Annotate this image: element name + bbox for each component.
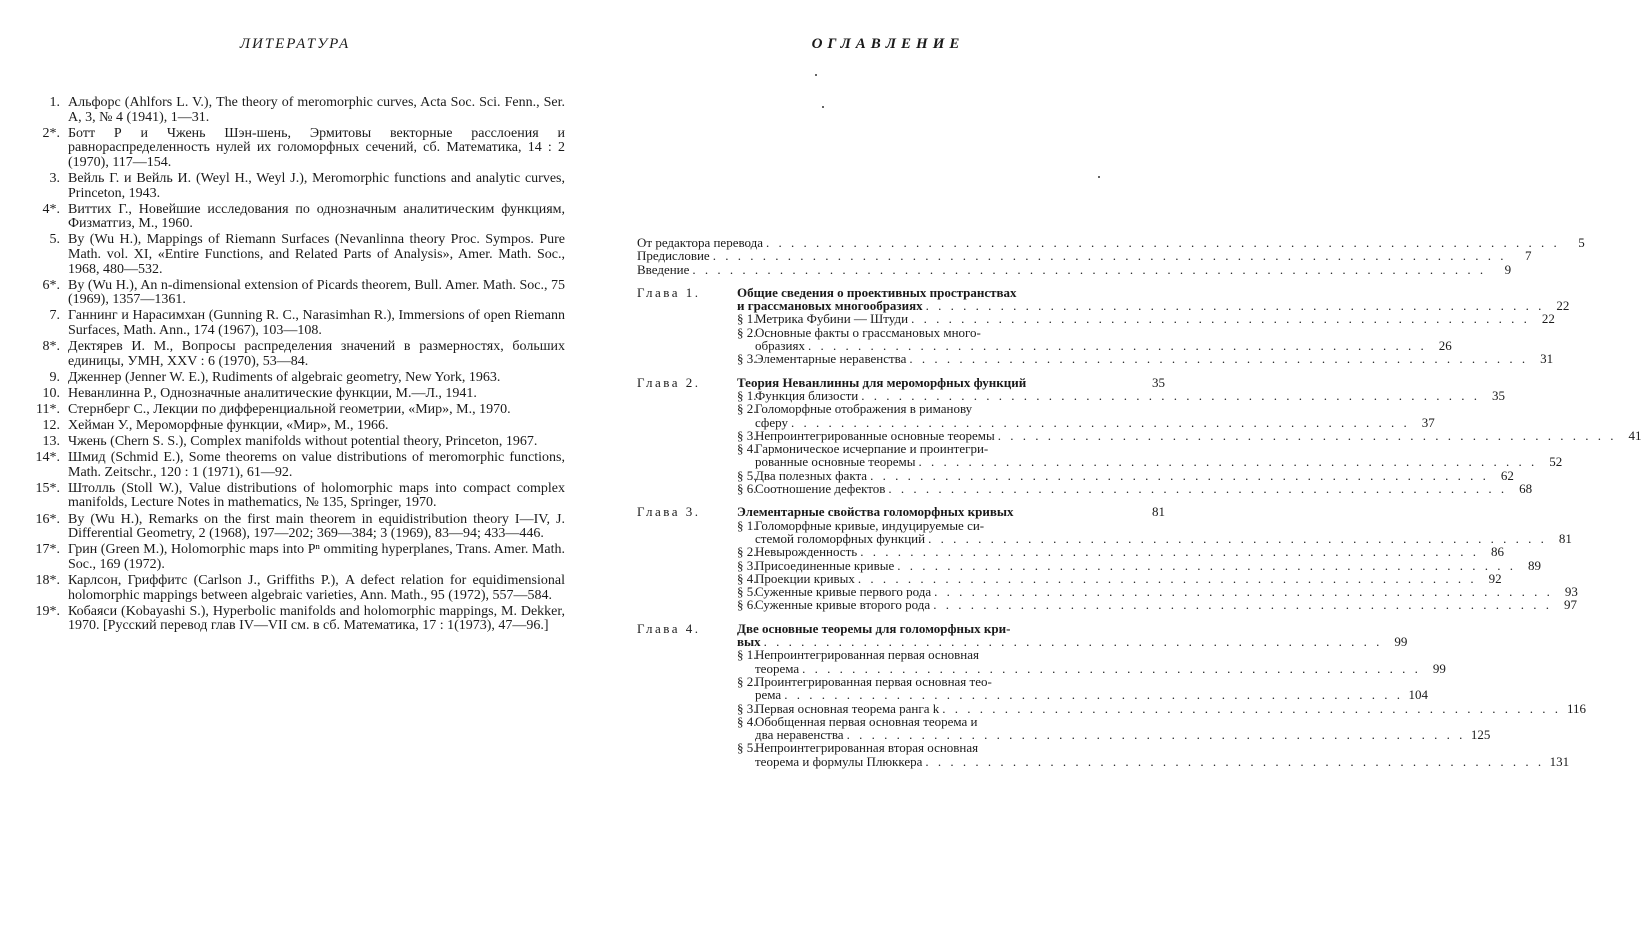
section-title: Обобщенная первая основная теорема и xyxy=(755,713,978,729)
toc-section xyxy=(637,544,1504,560)
bibliography-list xyxy=(30,96,565,635)
toc-page-number: 131 xyxy=(1549,753,1570,769)
section-title: Непроинтегрированные основные теоремы xyxy=(755,427,995,443)
leader-dots xyxy=(791,416,1410,429)
bibliography-entry xyxy=(30,96,565,125)
section-title: Первая основная теорема ранга k xyxy=(755,700,940,716)
toc-page-number: 62 xyxy=(1500,467,1514,483)
section-entry xyxy=(737,597,1577,613)
toc-item-label: От редактора перевода xyxy=(637,235,764,250)
section-entry xyxy=(737,700,1586,716)
bibliography-entry xyxy=(30,203,565,232)
toc-section xyxy=(637,597,1577,613)
toc-page-number: 22 xyxy=(1556,298,1570,314)
chapter-number: Глава 1. xyxy=(637,284,701,300)
section-number: § 1. xyxy=(737,387,757,403)
section-number: § 1. xyxy=(737,311,757,327)
entry-number: 6*. xyxy=(42,277,60,293)
toc-page-number: 22 xyxy=(1541,311,1555,327)
section-line xyxy=(755,467,1514,483)
toc-page-number: 37 xyxy=(1421,414,1435,430)
section-title: Непроинтегрированная первая основная xyxy=(755,647,980,663)
section-title: сферу xyxy=(755,414,788,430)
section-title: Суженные кривые первого рода xyxy=(755,584,932,600)
entry-text: Дженнер (Jenner W. E.), Rudiments of algebraic geometry, New York, 1963. xyxy=(68,369,501,385)
chapter-title-line: Две основные теоремы для голоморфных кри- xyxy=(737,620,1011,636)
toc-section xyxy=(637,401,1435,430)
leader-dots xyxy=(925,755,1544,768)
entry-number: 3. xyxy=(49,170,60,186)
toc-page-number: 31 xyxy=(1540,351,1554,367)
entry-text: By (Wu H.), Mappings of Riemann Surfaces (Nevanlinna theory Proc. Sympos. Pure Math. vol. XI, «Entire Functions, and Related Parts of Analysis», Amer. Math. Soc., 1968, 480—532. xyxy=(68,232,565,277)
section-line xyxy=(755,338,1452,354)
entry-number: 12. xyxy=(42,417,60,433)
toc-section xyxy=(637,441,1563,470)
chapter-title xyxy=(737,376,1165,389)
section-entry xyxy=(737,713,1491,743)
chapter-title-text: и грассмановых многообразиях xyxy=(737,298,923,314)
leader-dots xyxy=(926,299,1545,312)
section-line xyxy=(755,597,1577,613)
toc-front-item xyxy=(637,248,1532,264)
section-number: § 4. xyxy=(737,570,757,586)
entry-text: Ганнинг и Нарасимхан (Gunning R. C., Narasimhan R.), Immersions of open Riemann Surfaces, Math. Ann., 174 (1967), 103—108. xyxy=(68,308,565,338)
entry-number: 16*. xyxy=(35,511,60,527)
print-speck xyxy=(822,106,824,108)
section-entry xyxy=(737,584,1578,600)
section-number: § 4. xyxy=(737,441,757,457)
entry-number: 11*. xyxy=(36,401,60,417)
bibliography-entry xyxy=(30,513,565,542)
chapter-title xyxy=(737,284,1570,314)
toc-front-item xyxy=(637,235,1585,250)
section-title: Проекции кривых xyxy=(755,570,855,586)
bibliography-entry xyxy=(30,543,565,572)
entry-number: 10. xyxy=(42,385,60,401)
entry-text: Штолль (Stoll W.), Value distributions of holomorphic maps into compact complex manifolds, Lecture Notes in mathematics, № 135, Springer, 1970. xyxy=(68,480,565,511)
entry-text: Кобаяси (Kobayashi S.), Hyperbolic manifolds and holomorphic mappings, M. Dekker, 1970. [Русский перевод глав IV—VII см. в сб. Математика, 17 : 1(1973), 47—96.] xyxy=(68,603,565,634)
entry-text: Альфорс (Ahlfors L. V.), The theory of meromorphic curves, Acta Soc. Sci. Fenn., Ser. A, 3, № 4 (1941), 1—31. xyxy=(68,95,565,125)
section-number: § 1. xyxy=(737,647,757,663)
entry-number: 13. xyxy=(42,434,60,450)
entry-number: 1. xyxy=(49,95,60,110)
chapter-heading xyxy=(637,376,1165,389)
section-title: Голоморфные отображения в риманову xyxy=(755,401,973,417)
section-title: Присоединенные кривые xyxy=(755,557,895,573)
leader-dots xyxy=(942,702,1561,715)
section-title: Основные факты о грассмановых много- xyxy=(755,324,981,340)
toc-page-number: 81 xyxy=(1558,530,1572,546)
bibliography-entry xyxy=(30,605,565,634)
entry-number: 8*. xyxy=(42,339,60,354)
print-speck xyxy=(815,74,817,76)
toc-section xyxy=(637,351,1554,367)
toc-page-number: 35 xyxy=(1491,387,1505,403)
toc-page-number: 92 xyxy=(1488,570,1502,586)
leader-dots xyxy=(928,532,1547,545)
toc-section xyxy=(637,517,1572,546)
section-line xyxy=(755,427,1642,443)
chapter-title xyxy=(737,505,1165,518)
toc-page-number: 99 xyxy=(1394,634,1408,650)
bibliography-entry xyxy=(30,309,565,338)
section-title: рема xyxy=(755,687,782,703)
section-line xyxy=(755,557,1542,573)
section-title: образиях xyxy=(755,338,805,354)
section-title: Два полезных факта xyxy=(755,467,868,483)
chapter-title xyxy=(737,622,1407,649)
section-line xyxy=(755,584,1578,600)
bibliography-entry xyxy=(30,403,565,418)
chapter-title-text: Теория Неванлинны для мероморфных функций xyxy=(737,374,1027,390)
leader-dots xyxy=(766,236,1560,249)
section-title: Невырожденность xyxy=(755,544,858,560)
toc-section xyxy=(637,740,1570,769)
section-title: теорема xyxy=(755,660,800,676)
entry-number: 9. xyxy=(49,369,60,385)
section-number: § 5. xyxy=(737,740,757,756)
leader-dots xyxy=(802,662,1421,675)
section-number: § 6. xyxy=(737,597,757,613)
toc-page-number: 86 xyxy=(1490,544,1504,560)
leader-dots xyxy=(911,312,1530,325)
print-speck xyxy=(1098,176,1100,178)
entry-number: 15*. xyxy=(35,480,60,496)
entry-number: 14*. xyxy=(35,450,60,466)
section-number: § 2. xyxy=(737,544,757,560)
section-number: § 6. xyxy=(737,481,757,497)
toc-section xyxy=(637,584,1578,600)
section-number: § 3. xyxy=(737,427,757,443)
section-number: § 3. xyxy=(737,557,757,573)
entry-text: Вейль Г. и Вейль И. (Weyl H., Weyl J.), Meromorphic functions and analytic curves, Princeton, 1943. xyxy=(68,170,565,201)
bibliography-entry xyxy=(30,371,565,386)
toc-section xyxy=(637,700,1586,716)
entry-text: Карлсон, Гриффитс (Carlson J., Griffiths P.), A defect relation for equidimensional holomorphic mappings between algebraic varieties, Ann. Math., 95 (1972), 557—584. xyxy=(68,572,565,603)
section-entry xyxy=(737,647,1446,676)
leader-dots xyxy=(888,482,1507,495)
bibliography-entry xyxy=(30,127,565,171)
section-line xyxy=(755,414,1435,430)
section-title: Голоморфные кривые, индуцируемые си- xyxy=(755,517,985,533)
leader-dots xyxy=(998,429,1617,442)
entry-number: 4*. xyxy=(42,201,60,217)
chapter-title-line xyxy=(737,635,1407,648)
toc-page-number: 97 xyxy=(1563,597,1577,613)
section-title: два неравенства xyxy=(755,727,844,743)
toc-chapter xyxy=(637,284,1570,367)
bibliography-entry xyxy=(30,387,565,402)
section-entry xyxy=(737,673,1428,703)
toc-item-label: Предисловие xyxy=(637,248,710,264)
leader-dots xyxy=(713,249,1507,262)
toc-section xyxy=(637,647,1446,676)
toc-chapter xyxy=(637,620,1586,769)
chapter-title-line xyxy=(737,298,1570,314)
entry-number: 7. xyxy=(49,308,60,324)
leader-dots xyxy=(764,635,1383,648)
leader-dots xyxy=(897,559,1516,572)
chapter-heading xyxy=(637,284,1570,314)
section-entry xyxy=(737,481,1533,497)
bibliography-entry xyxy=(30,482,565,511)
toc-section xyxy=(637,673,1428,703)
section-number: § 5. xyxy=(737,584,757,600)
section-number: § 4. xyxy=(737,713,757,729)
leader-dots xyxy=(934,585,1553,598)
section-entry xyxy=(737,740,1570,769)
toc-section xyxy=(637,557,1542,573)
entry-text: Виттих Г., Новейшие исследования по однозначным аналитическим функциям, Физматгиз, М., 1960. xyxy=(68,201,565,232)
leader-dots xyxy=(808,339,1427,352)
section-line xyxy=(755,387,1505,403)
toc-page-number: 7 xyxy=(1524,248,1532,264)
entry-text: Хейман У., Мероморфные функции, «Мир», М., 1966. xyxy=(68,417,389,433)
toc-section xyxy=(637,467,1514,483)
section-entry xyxy=(737,427,1642,443)
bibliography-entry xyxy=(30,574,565,603)
entry-number: 5. xyxy=(49,232,60,248)
toc-page-number: 104 xyxy=(1408,687,1428,703)
section-number: § 3. xyxy=(737,700,757,716)
section-number: § 1. xyxy=(737,517,757,533)
bibliography-entry xyxy=(30,279,565,308)
chapter-number: Глава 2. xyxy=(637,374,701,390)
section-title: Непроинтегрированная вторая основная xyxy=(755,740,979,756)
chapter-heading xyxy=(637,505,1165,518)
entry-text: Шмид (Schmid E.), Some theorems on value distributions of meromorphic functions, Math. Zeitschr., 120 : 1 (1971), 61—92. xyxy=(68,450,565,480)
chapter-title-text: Элементарные свойства голоморфных кривых xyxy=(737,504,1014,520)
leader-dots xyxy=(692,263,1486,276)
entry-text: By (Wu H.), An n-dimensional extension of Picards theorem, Bull. Amer. Math. Soc., 75 (1969), 1357—1361. xyxy=(68,277,565,308)
toc-page-number: 68 xyxy=(1519,481,1533,497)
toc-page-number: 116 xyxy=(1566,700,1586,716)
toc-page-number: 35 xyxy=(1152,374,1165,390)
section-line xyxy=(755,544,1504,560)
section-entry xyxy=(737,311,1555,327)
leader-dots xyxy=(933,598,1552,611)
toc-front-item xyxy=(637,261,1512,277)
leader-dots xyxy=(909,352,1528,365)
section-title: Функция близости xyxy=(755,387,859,403)
section-title: Метрика Фубини — Штуди xyxy=(755,311,909,327)
toc-section xyxy=(637,570,1502,586)
toc-item-label: Введение xyxy=(637,261,690,277)
chapter-title-line xyxy=(737,376,1165,389)
section-number: § 2. xyxy=(737,673,757,689)
section-line xyxy=(755,530,1572,546)
section-title: Проинтегрированная первая основная тео- xyxy=(755,673,992,689)
leader-dots xyxy=(919,455,1538,468)
entry-text: Неванлинна Р., Однозначные аналитические функции, М.—Л., 1941. xyxy=(68,385,477,401)
bibliography-entry xyxy=(30,172,565,201)
section-entry xyxy=(737,544,1504,560)
section-number: § 3. xyxy=(737,351,757,367)
section-title: Суженные кривые второго рода xyxy=(755,597,931,613)
bibliography-entry xyxy=(30,451,565,480)
section-entry xyxy=(737,324,1452,354)
entry-text: Грин (Green M.), Holomorphic maps into Pⁿ ommiting hyperplanes, Trans. Amer. Math. Soc., 169 (1972). xyxy=(68,542,565,572)
chapter-title-line: Общие сведения о проективных пространствах xyxy=(737,284,1017,300)
section-entry xyxy=(737,570,1502,586)
bibliography-entry xyxy=(30,419,565,434)
bibliography-heading: ЛИТЕРАТУРА xyxy=(239,36,351,52)
chapter-heading xyxy=(637,620,1408,650)
entry-text: Ботт Р и Чжень Шэн-шень, Эрмитовы векторные расслоения и равнораспределенность нулей их голоморфных сечений, сб. Математика, 14 : 2 (1970), 117—154. xyxy=(68,125,565,170)
section-number: § 2. xyxy=(737,401,757,417)
section-title: Гармоническое исчерпание и проинтегри- xyxy=(755,441,989,457)
section-line xyxy=(755,351,1554,367)
bibliography-entry xyxy=(30,233,565,277)
section-entry xyxy=(737,387,1505,403)
toc-page-number: 26 xyxy=(1438,338,1452,354)
section-line xyxy=(755,753,1570,769)
section-entry xyxy=(737,441,1563,470)
toc-section xyxy=(637,713,1491,743)
left-page xyxy=(0,0,600,930)
section-line xyxy=(755,727,1491,743)
toc-page-number: 99 xyxy=(1432,660,1446,676)
entry-number: 17*. xyxy=(35,542,60,558)
section-title: стемой голоморфных функций xyxy=(755,530,926,546)
entry-number: 2*. xyxy=(42,125,60,141)
toc-section xyxy=(637,481,1533,497)
section-title: Соотношение дефектов xyxy=(755,481,886,497)
entry-number: 19*. xyxy=(35,603,60,619)
section-line xyxy=(755,570,1502,586)
toc-section xyxy=(637,324,1452,354)
section-line xyxy=(755,311,1555,327)
toc-page-number: 5 xyxy=(1578,235,1585,250)
toc-page-number: 89 xyxy=(1528,557,1542,573)
leader-dots xyxy=(860,545,1479,558)
chapter-title-text: вых xyxy=(737,634,761,650)
section-title: Элементарные неравенства xyxy=(755,351,907,367)
entry-text: Стернберг С., Лекции по дифференциальной геометрии, «Мир», М., 1970. xyxy=(68,401,511,417)
section-entry xyxy=(737,467,1514,483)
chapter-title-line xyxy=(737,505,1165,518)
right-page xyxy=(600,0,1642,930)
toc-page-number: 9 xyxy=(1504,261,1512,277)
leader-dots xyxy=(858,572,1477,585)
section-title: рованные основные теоремы xyxy=(755,454,916,470)
toc-page-number: 125 xyxy=(1470,727,1491,743)
leader-dots xyxy=(847,728,1466,741)
section-line xyxy=(755,481,1533,497)
entry-number: 18*. xyxy=(35,572,60,588)
chapter-number: Глава 3. xyxy=(637,504,701,520)
contents-heading: ОГЛАВЛЕНИЕ xyxy=(811,36,965,52)
entry-text: Дектярев И. М., Вопросы распределения значений в размерностях, больших единицы, УМН, XXV : 6 (1970), 53—84. xyxy=(68,339,565,369)
toc-section xyxy=(637,427,1642,443)
section-title: теорема и формулы Плюккера xyxy=(755,753,923,769)
section-entry xyxy=(737,557,1542,573)
section-line xyxy=(755,454,1563,470)
section-number: § 2. xyxy=(737,324,757,340)
bibliography-entry xyxy=(30,340,565,369)
section-entry xyxy=(737,517,1572,546)
entry-text: Чжень (Chern S. S.), Complex manifolds without potential theory, Princeton, 1967. xyxy=(68,434,538,450)
leader-dots xyxy=(870,469,1489,482)
leader-dots xyxy=(784,688,1403,701)
bibliography-entry xyxy=(30,435,565,450)
section-line xyxy=(755,700,1586,716)
toc-page-number: 93 xyxy=(1564,584,1578,600)
toc-page-number: 52 xyxy=(1549,454,1563,470)
leader-dots xyxy=(861,389,1480,402)
toc-section xyxy=(637,311,1555,327)
toc-chapter xyxy=(637,374,1642,497)
toc-section xyxy=(637,387,1505,403)
entry-text: By (Wu H.), Remarks on the first main theorem in equidistribution theory I—IV, J. Differential Geometry, 2 (1968), 197—202; 369—384; 3 (1969), 83—94; 433—446. xyxy=(68,511,565,542)
section-number: § 5. xyxy=(737,467,757,483)
toc-page-number: 41 xyxy=(1628,427,1642,443)
toc-chapter xyxy=(637,504,1578,613)
section-line xyxy=(755,660,1446,676)
toc-page-number: 81 xyxy=(1152,504,1165,520)
section-entry xyxy=(737,351,1554,367)
section-line xyxy=(755,687,1428,703)
table-of-contents xyxy=(637,235,1642,769)
section-entry xyxy=(737,401,1435,430)
chapter-number: Глава 4. xyxy=(637,620,701,636)
